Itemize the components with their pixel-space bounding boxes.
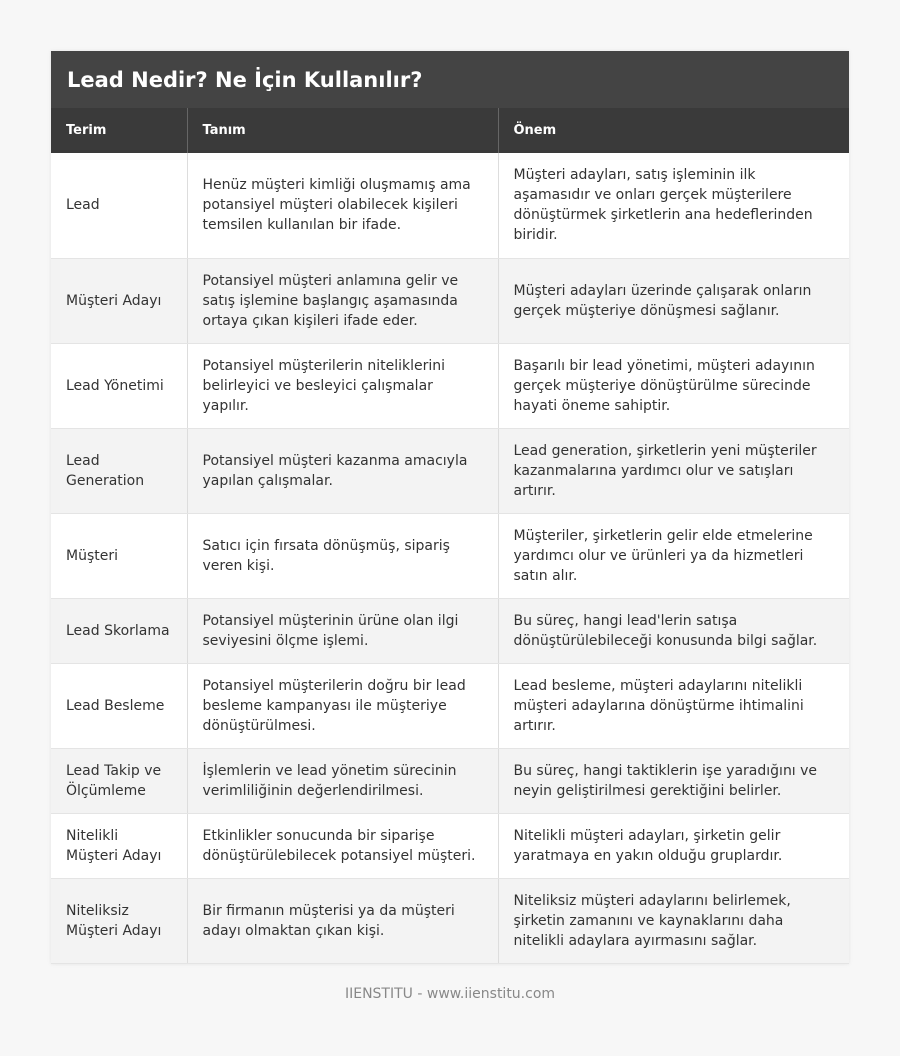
cell-importance: Niteliksiz müşteri adaylarını belirlemek, şirketin zamanını ve kaynaklarını daha nitelikli adaylara ayırmasını sağlar. bbox=[498, 878, 849, 963]
cell-definition: Etkinlikler sonucunda bir siparişe dönüştürülebilecek potansiyel müşteri. bbox=[187, 813, 498, 878]
cell-definition: Potansiyel müşterilerin doğru bir lead besleme kampanyası ile müşteriye dönüştürülmesi. bbox=[187, 663, 498, 748]
cell-term: Niteliksiz Müşteri Adayı bbox=[51, 878, 187, 963]
cell-importance: Bu süreç, hangi taktiklerin işe yaradığını ve neyin geliştirilmesi gerektiğini belirler. bbox=[498, 748, 849, 813]
header-definition: Tanım bbox=[187, 108, 498, 153]
cell-importance: Müşteri adayları üzerinde çalışarak onların gerçek müşteriye dönüşmesi sağlanır. bbox=[498, 258, 849, 343]
cell-definition: Henüz müşteri kimliği oluşmamış ama potansiyel müşteri olabilecek kişileri temsilen kullanılan bir ifade. bbox=[187, 153, 498, 258]
table-row bbox=[51, 663, 849, 748]
cell-importance: Müşteriler, şirketlerin gelir elde etmelerine yardımcı olur ve ürünleri ya da hizmetleri satın alır. bbox=[498, 513, 849, 598]
cell-importance: Nitelikli müşteri adayları, şirketin gelir yaratmaya en yakın olduğu gruplardır. bbox=[498, 813, 849, 878]
table-row bbox=[51, 153, 849, 258]
cell-term: Lead Skorlama bbox=[51, 598, 187, 663]
cell-definition: Potansiyel müşterinin ürüne olan ilgi seviyesini ölçme işlemi. bbox=[187, 598, 498, 663]
cell-importance: Müşteri adayları, satış işleminin ilk aşamasıdır ve onları gerçek müşterilere dönüştürmek şirketlerin ana hedeflerinden biridir. bbox=[498, 153, 849, 258]
cell-term: Lead Takip ve Ölçümleme bbox=[51, 748, 187, 813]
cell-importance: Lead generation, şirketlerin yeni müşteriler kazanmalarına yardımcı olur ve satışları artırır. bbox=[498, 428, 849, 513]
cell-definition: Potansiyel müşteri kazanma amacıyla yapılan çalışmalar. bbox=[187, 428, 498, 513]
cell-importance: Lead besleme, müşteri adaylarını nitelikli müşteri adaylarına dönüştürme ihtimalini artırır. bbox=[498, 663, 849, 748]
cell-importance: Başarılı bir lead yönetimi, müşteri adayının gerçek müşteriye dönüştürülme sürecinde hayati öneme sahiptir. bbox=[498, 343, 849, 428]
glossary-card bbox=[51, 51, 849, 964]
cell-term: Lead Generation bbox=[51, 428, 187, 513]
header-term: Terim bbox=[51, 108, 187, 153]
table-row bbox=[51, 813, 849, 878]
cell-term: Nitelikli Müşteri Adayı bbox=[51, 813, 187, 878]
table-row bbox=[51, 343, 849, 428]
cell-definition: Satıcı için fırsata dönüşmüş, sipariş veren kişi. bbox=[187, 513, 498, 598]
cell-term: Lead Yönetimi bbox=[51, 343, 187, 428]
cell-definition: Bir firmanın müşterisi ya da müşteri adayı olmaktan çıkan kişi. bbox=[187, 878, 498, 963]
table-row bbox=[51, 748, 849, 813]
table-row bbox=[51, 258, 849, 343]
cell-definition: Potansiyel müşteri anlamına gelir ve satış işlemine başlangıç aşamasında ortaya çıkan kişileri ifade eder. bbox=[187, 258, 498, 343]
cell-definition: İşlemlerin ve lead yönetim sürecinin verimliliğinin değerlendirilmesi. bbox=[187, 748, 498, 813]
cell-term: Müşteri bbox=[51, 513, 187, 598]
glossary-table bbox=[51, 108, 849, 964]
cell-term: Lead bbox=[51, 153, 187, 258]
header-importance: Önem bbox=[498, 108, 849, 153]
cell-definition: Potansiyel müşterilerin niteliklerini belirleyici ve besleyici çalışmalar yapılır. bbox=[187, 343, 498, 428]
cell-term: Müşteri Adayı bbox=[51, 258, 187, 343]
cell-term: Lead Besleme bbox=[51, 663, 187, 748]
table-row bbox=[51, 513, 849, 598]
table-row bbox=[51, 878, 849, 963]
table-title: Lead Nedir? Ne İçin Kullanılır? bbox=[51, 51, 849, 108]
table-row bbox=[51, 428, 849, 513]
header-row bbox=[51, 108, 849, 153]
cell-importance: Bu süreç, hangi lead'lerin satışa dönüştürülebileceği konusunda bilgi sağlar. bbox=[498, 598, 849, 663]
footer-credit: IIENSTITU - www.iienstitu.com bbox=[344, 986, 556, 1002]
table-row bbox=[51, 598, 849, 663]
